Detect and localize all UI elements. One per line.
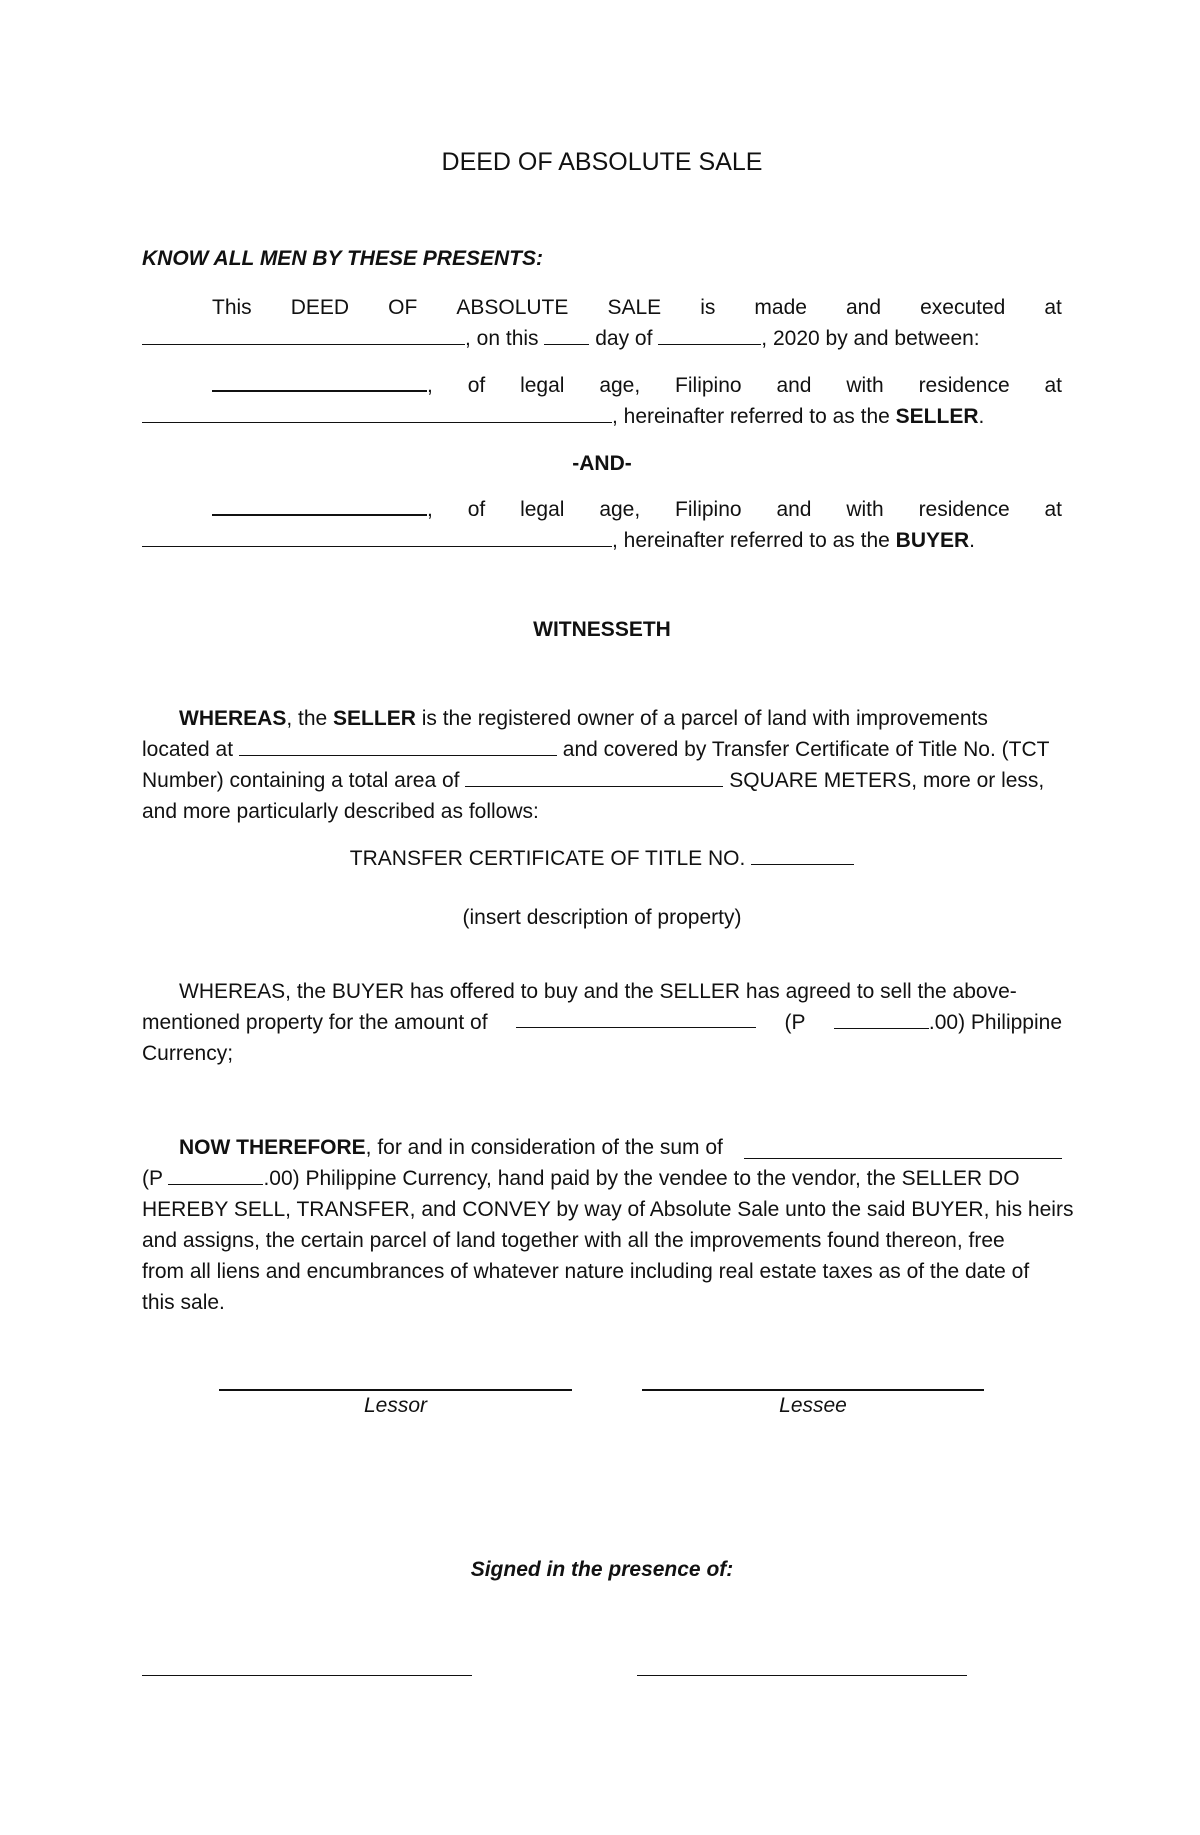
seller-name-blank[interactable] bbox=[212, 370, 427, 392]
party-word: at bbox=[1044, 374, 1062, 397]
witness-1-signature-line[interactable] bbox=[142, 1675, 472, 1676]
sum-number-blank[interactable] bbox=[168, 1164, 263, 1185]
intro-word: SALE bbox=[607, 296, 662, 319]
day-of-text: day of bbox=[595, 327, 653, 350]
whereas2-line-2 bbox=[142, 1007, 1062, 1038]
amount-number-blank[interactable] bbox=[834, 1008, 929, 1029]
lessor-signature-line[interactable] bbox=[219, 1389, 572, 1391]
place-blank[interactable] bbox=[142, 324, 465, 345]
intro-word: DEED bbox=[290, 296, 350, 319]
seller-line-2 bbox=[142, 401, 1062, 432]
text: .00) Philippine Currency, hand paid by the vendee to the vendor, the SELLER DO bbox=[263, 1167, 1020, 1190]
whereas2-line-3 bbox=[142, 1038, 1062, 1069]
seller-label: SELLER bbox=[895, 405, 979, 428]
party-word: at bbox=[1044, 498, 1062, 521]
text: Number) containing a total area of bbox=[142, 769, 460, 792]
now-line-1 bbox=[179, 1132, 1062, 1163]
party-word: of bbox=[467, 374, 486, 397]
text: from all liens and encumbrances of whatever nature including real estate taxes as of the date of bbox=[142, 1260, 1030, 1283]
party-word: Filipino bbox=[675, 374, 742, 397]
period: . bbox=[978, 405, 985, 428]
whereas1-line-2 bbox=[142, 734, 1062, 765]
buyer-label: BUYER bbox=[895, 529, 970, 552]
text: Currency; bbox=[142, 1042, 234, 1065]
now-line-2 bbox=[142, 1163, 1062, 1194]
day-blank[interactable] bbox=[544, 324, 589, 345]
signed-presence-text: Signed in the presence of: bbox=[470, 1558, 734, 1581]
comma: , bbox=[427, 374, 433, 397]
party-word: age, bbox=[599, 498, 641, 521]
intro-word: is bbox=[700, 296, 716, 319]
text: is the registered owner of a parcel of land with improvements bbox=[415, 707, 988, 730]
lessee-signature-line[interactable] bbox=[642, 1389, 984, 1391]
tct-number-blank[interactable] bbox=[751, 844, 854, 865]
document-title: DEED OF ABSOLUTE SALE bbox=[441, 148, 763, 176]
text: mentioned property for the amount of bbox=[142, 1011, 488, 1034]
tct-line bbox=[142, 843, 1062, 874]
text: WHEREAS, the BUYER has offered to buy and the SELLER has agreed to sell the above- bbox=[179, 980, 1017, 1003]
party-word: age, bbox=[599, 374, 641, 397]
intro-word: executed bbox=[920, 296, 1006, 319]
whereas-label: WHEREAS bbox=[179, 707, 287, 730]
witnesseth-heading bbox=[142, 614, 1062, 645]
and-text: -AND- bbox=[572, 452, 632, 475]
witnesseth-text: WITNESSETH bbox=[533, 618, 671, 641]
witness-2-signature-line[interactable] bbox=[637, 1675, 967, 1676]
text: and assigns, the certain parcel of land together with all the improvements found thereon, free bbox=[142, 1229, 1005, 1252]
location-blank[interactable] bbox=[239, 735, 557, 756]
lessee-label: Lessee bbox=[779, 1394, 847, 1417]
text: located at bbox=[142, 738, 234, 761]
know-all-men-heading: KNOW ALL MEN BY THESE PRESENTS: bbox=[142, 247, 543, 270]
party-word: legal bbox=[520, 498, 565, 521]
text: SQUARE METERS, more or less, bbox=[729, 769, 1045, 792]
comma: , bbox=[427, 498, 433, 521]
party-word: with bbox=[846, 498, 884, 521]
seller-label: SELLER bbox=[333, 707, 416, 730]
sum-words-blank[interactable] bbox=[744, 1138, 1062, 1159]
period: . bbox=[969, 529, 976, 552]
intro-line-1 bbox=[212, 292, 1062, 323]
now-line-5 bbox=[142, 1256, 1062, 1287]
party-word: and bbox=[776, 374, 812, 397]
buyer-line-1 bbox=[212, 494, 1062, 525]
whereas1-line-1 bbox=[179, 703, 1062, 734]
area-blank[interactable] bbox=[465, 766, 723, 787]
intro-word: This bbox=[212, 296, 252, 319]
intro-word: OF bbox=[388, 296, 418, 319]
buyer-line-2 bbox=[142, 525, 1062, 556]
lessor-label: Lessor bbox=[363, 1394, 428, 1417]
whereas2-line-1 bbox=[179, 976, 1062, 1007]
intro-word: at bbox=[1044, 296, 1062, 319]
tct-label: TRANSFER CERTIFICATE OF TITLE NO. bbox=[349, 847, 746, 870]
whereas1-line-3 bbox=[142, 765, 1062, 796]
amount-words-blank[interactable] bbox=[516, 1007, 756, 1028]
party-word: with bbox=[846, 374, 884, 397]
seller-residence-blank[interactable] bbox=[142, 402, 612, 423]
intro-word: ABSOLUTE bbox=[456, 296, 569, 319]
party-word: legal bbox=[520, 374, 565, 397]
month-blank[interactable] bbox=[658, 324, 761, 345]
and-separator bbox=[142, 448, 1062, 479]
text: and covered by Transfer Certificate of Title No. (TCT bbox=[562, 738, 1050, 761]
now-therefore-label: NOW THEREFORE bbox=[179, 1136, 366, 1159]
now-line-6 bbox=[142, 1287, 1062, 1318]
whereas1-line-4 bbox=[142, 796, 1062, 827]
text: (P bbox=[784, 1011, 806, 1034]
text: and more particularly described as follows: bbox=[142, 800, 539, 823]
buyer-residence-blank[interactable] bbox=[142, 526, 612, 547]
insert-description bbox=[142, 902, 1062, 933]
hereinafter-text: , hereinafter referred to as the bbox=[612, 405, 896, 428]
party-word: and bbox=[776, 498, 812, 521]
hereinafter-text: , hereinafter referred to as the bbox=[612, 529, 896, 552]
year-text: , 2020 by and between: bbox=[761, 327, 980, 350]
text: , for and in consideration of the sum of bbox=[365, 1136, 723, 1159]
insert-description-text: (insert description of property) bbox=[462, 906, 742, 929]
text: this sale. bbox=[142, 1291, 225, 1314]
buyer-name-blank[interactable] bbox=[212, 494, 427, 516]
intro-line-2 bbox=[142, 323, 1062, 354]
text: (P bbox=[142, 1167, 163, 1190]
text: .00) Philippine bbox=[928, 1011, 1062, 1034]
on-this-text: , on this bbox=[465, 327, 539, 350]
now-line-3 bbox=[142, 1194, 1074, 1225]
party-word: residence bbox=[918, 498, 1010, 521]
text: HEREBY SELL, TRANSFER, and CONVEY by way of Absolute Sale unto the said BUYER, his heirs bbox=[142, 1198, 1074, 1221]
party-word: residence bbox=[918, 374, 1010, 397]
text: , the bbox=[286, 707, 334, 730]
intro-word: and bbox=[846, 296, 882, 319]
party-word: of bbox=[467, 498, 486, 521]
party-word: Filipino bbox=[675, 498, 742, 521]
intro-word: made bbox=[754, 296, 807, 319]
now-line-4 bbox=[142, 1225, 1062, 1256]
signed-presence-heading bbox=[142, 1554, 1062, 1585]
seller-line-1 bbox=[212, 370, 1062, 401]
